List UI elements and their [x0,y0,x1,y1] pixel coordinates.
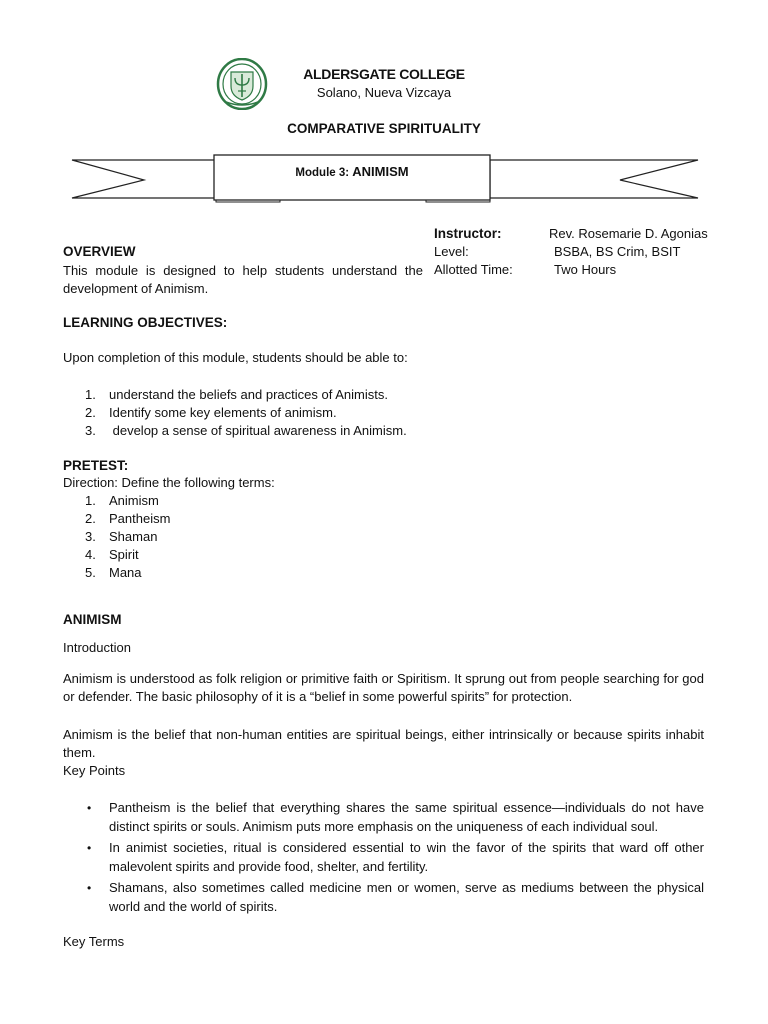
objectives-list [63,386,703,440]
key-points-label: Key Points [63,763,126,778]
course-title: COMPARATIVE SPIRITUALITY [287,121,481,136]
instructor-label: Instructor: [434,226,502,241]
module-ribbon-banner [70,150,700,210]
list-item: 1. Animism [85,493,159,508]
animism-paragraph-1: Animism is understood as folk religion or primitive faith or Spiritism. It sprung out from people searching for god or defender. The basic philosophy of it is a “belief in some powerful spirits” for protection. [63,671,704,704]
list-item: • In animist societies, ritual is considered essential to win the favor of the spirits that ward off other malevolent spirits and provide food, shelter, and fertility. [63,839,704,876]
level-label: Level: [434,244,469,259]
module-prefix: Module 3: [295,167,350,179]
module-name: ANIMISM [352,164,409,179]
list-item: 3. develop a sense of spiritual awareness in Animism. [85,423,407,438]
overview-heading: OVERVIEW [63,244,136,259]
list-item: 3. Shaman [85,529,158,544]
list-item: 2. Pantheism [85,511,171,526]
introduction-label: Introduction [63,640,131,655]
objectives-heading: LEARNING OBJECTIVES: [63,315,228,330]
list-item: • Pantheism is the belief that everything shares the same spiritual essence—individuals do not have distinct spirits or souls. Animism puts more emphasis on the uniqueness of each individual soul. [63,799,704,836]
list-item: 4. Spirit [85,547,139,562]
pretest-list [63,492,363,582]
college-name: ALDERSGATE COLLEGE [303,66,465,82]
animism-heading: ANIMISM [63,612,122,627]
instructor-value: Rev. Rosemarie D. Agonias [549,226,708,241]
allotted-time-label: Allotted Time: [434,262,513,277]
module-title [214,164,490,179]
overview-text: This module is designed to help students understand the development of Animism. [63,263,423,296]
animism-paragraph-2: Animism is the belief that non-human entities are spiritual beings, either intrinsically or because spirits inhabit them. [63,727,704,760]
key-points-list [63,799,704,919]
list-item: 1. understand the beliefs and practices of Animists. [85,387,388,402]
pretest-direction: Direction: Define the following terms: [63,475,275,490]
level-value: BSBA, BS Crim, BSIT [554,244,681,259]
list-item: 5. Mana [85,565,142,580]
allotted-time-value: Two Hours [554,262,617,277]
list-item: • Shamans, also sometimes called medicine men or women, serve as mediums between the physical world and the world of spirits. [63,879,704,916]
college-location: Solano, Nueva Vizcaya [316,85,452,100]
key-terms-label: Key Terms [63,934,125,949]
list-item: 2. Identify some key elements of animism. [85,405,337,420]
objectives-intro: Upon completion of this module, students should be able to: [63,350,408,365]
pretest-heading: PRETEST: [63,458,129,473]
